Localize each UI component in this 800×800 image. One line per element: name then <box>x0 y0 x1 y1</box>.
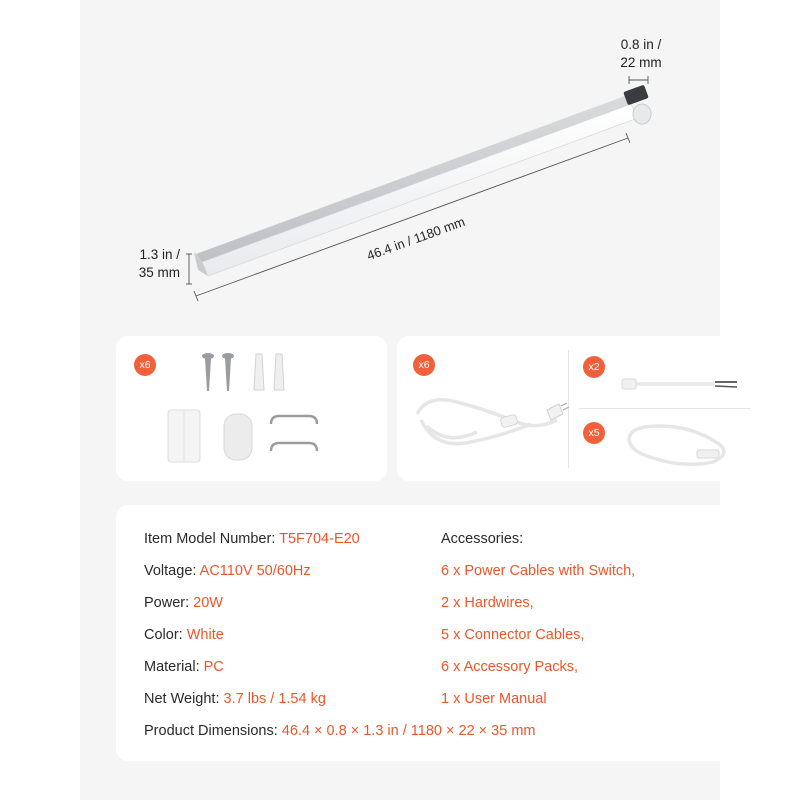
spec-weight-row <box>144 691 326 707</box>
mounting-clip-icon <box>271 416 317 451</box>
hardware-qty-badge: x6 <box>134 354 156 376</box>
end-cap-icon <box>168 410 200 462</box>
accessories-heading: Accessories: <box>441 531 524 547</box>
spec-weight-label: Net Weight: <box>144 691 220 707</box>
spec-material-row <box>144 659 224 675</box>
cables-image <box>397 336 765 481</box>
spec-power-row <box>144 595 223 611</box>
spec-dimensions-value: 46.4 × 0.8 × 1.3 in / 1180 × 22 × 35 mm <box>281 723 536 739</box>
connector-qty-badge: x5 <box>583 422 605 444</box>
connector-cable-icon <box>629 426 724 464</box>
spec-voltage-label: Voltage: <box>144 563 197 579</box>
accessory-item: 2 x Hardwires, <box>441 595 534 611</box>
product-info-page <box>80 0 720 800</box>
spec-material-value: PC <box>203 659 224 675</box>
hardware-pack-card <box>116 336 387 481</box>
power-cable-with-switch-icon <box>417 400 557 444</box>
spec-color-row <box>144 627 224 643</box>
accessory-item: 1 x User Manual <box>441 691 547 707</box>
spec-power-label: Power: <box>144 595 190 611</box>
spec-color-label: Color: <box>144 627 183 643</box>
spec-color-value: White <box>186 627 224 643</box>
spec-weight-value: 3.7 lbs / 1.54 kg <box>223 691 326 707</box>
accessory-item: 6 x Accessory Packs, <box>441 659 578 675</box>
accessory-item: 6 x Power Cables with Switch, <box>441 563 636 579</box>
hardwire-qty-badge: x2 <box>583 356 605 378</box>
spec-power-value: 20W <box>193 595 223 611</box>
spec-voltage-value: AC110V 50/60Hz <box>199 563 311 579</box>
wall-anchor-icon <box>254 354 284 390</box>
screw-icon <box>202 353 234 391</box>
width-dimension-metric: 22 mm <box>620 55 662 70</box>
cables-card <box>397 336 765 481</box>
spec-voltage-row <box>144 563 311 579</box>
spec-dimensions-label: Product Dimensions: <box>144 723 278 739</box>
power-cable-qty-badge: x6 <box>413 354 435 376</box>
hardware-pack-image <box>116 336 387 481</box>
adhesive-pad-icon <box>224 414 252 460</box>
specifications-card <box>116 505 765 761</box>
product-hero <box>80 0 720 320</box>
spec-model-row <box>144 531 360 547</box>
hardwire-cable-icon <box>622 379 737 389</box>
width-dimension-label <box>608 36 674 72</box>
spec-model-label: Item Model Number: <box>144 531 276 547</box>
spec-material-label: Material: <box>144 659 200 675</box>
width-dimension-imperial: 0.8 in / <box>620 37 662 52</box>
length-dimension-label: 46.4 in / 1180 mm <box>364 213 467 264</box>
height-dimension-imperial: 1.3 in / <box>139 247 180 262</box>
spec-dimensions-row <box>144 723 535 739</box>
height-dimension-label <box>110 246 180 282</box>
height-dimension-metric: 35 mm <box>138 265 180 280</box>
accessory-item: 5 x Connector Cables, <box>441 627 585 643</box>
spec-model-value: T5F704-E20 <box>279 531 360 547</box>
